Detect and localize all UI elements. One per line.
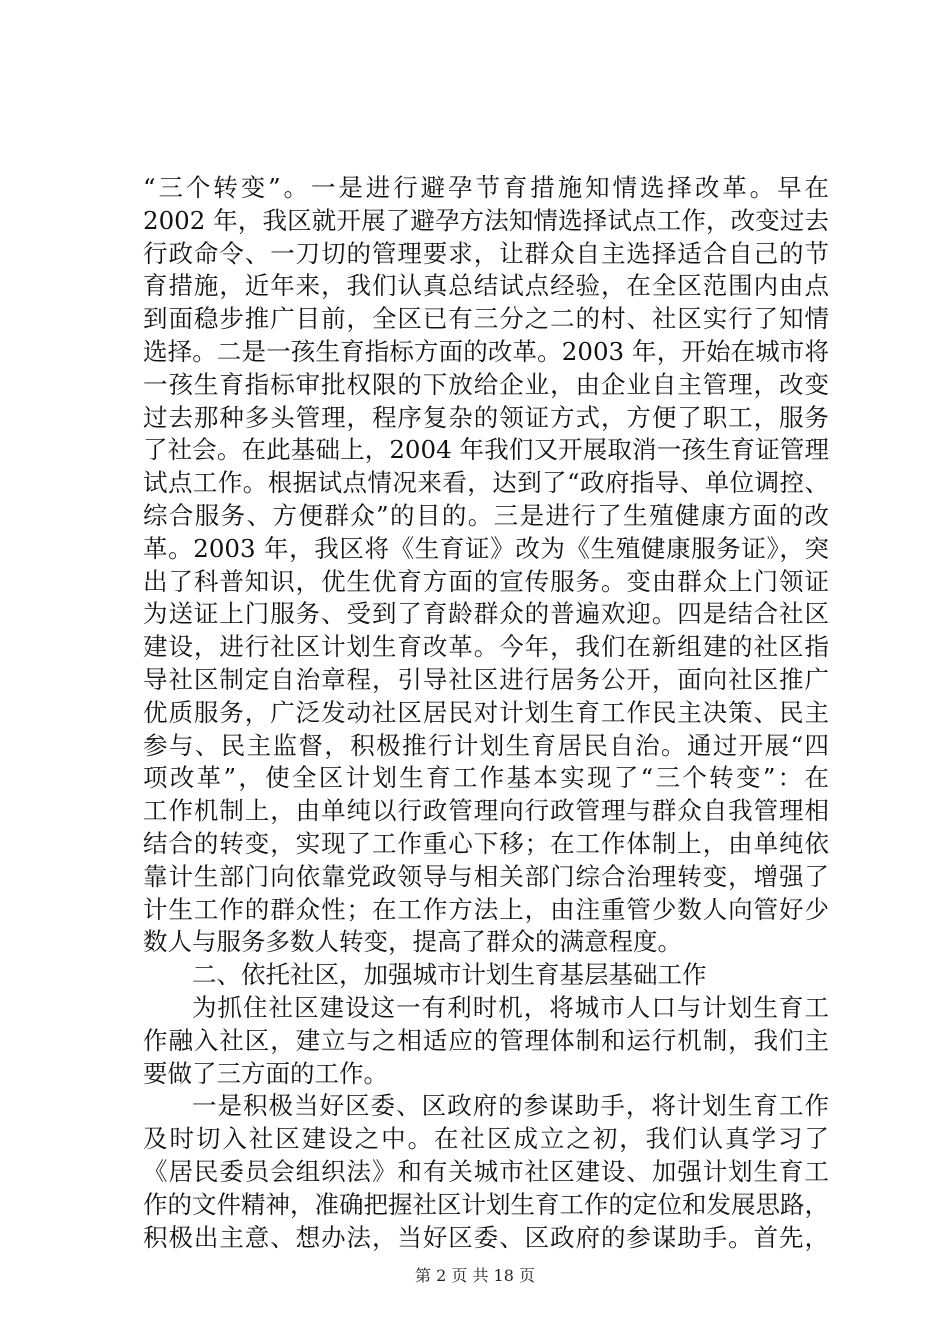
text-line: 导社区制定自治章程，引导社区进行居务公开，面向社区推广: [143, 664, 829, 694]
text-line: 育措施，近年来，我们认真总结试点经验，在全区范围内由点: [143, 271, 829, 301]
text-line: 一孩生育指标审批权限的下放给企业，由企业自主管理，改变: [143, 369, 829, 399]
text-line: 选择。二是一孩生育指标方面的改革。2003 年，开始在城市将: [143, 336, 829, 366]
text-line: 要做了三方面的工作。: [143, 1058, 388, 1088]
text-line: 结合的转变，实现了工作重心下移；在工作体制上，由单纯依: [143, 828, 829, 858]
text-line: 2002 年，我区就开展了避孕方法知情选择试点工作，改变过去: [143, 205, 829, 235]
text-line: 到面稳步推广目前，全区已有三分之二的村、社区实行了知情: [143, 304, 829, 334]
text-line: 数人与服务多数人转变，提高了群众的满意程度。: [143, 927, 682, 957]
text-line: 出了科普知识，优生优育方面的宣传服务。变由群众上门领证: [143, 566, 829, 596]
text-line: 参与、民主监督，积极推行计划生育居民自治。通过开展“四: [143, 730, 829, 760]
text-line: “三个转变”。一是进行避孕节育措施知情选择改革。早在: [143, 173, 829, 202]
text-line: 工作机制上，由单纯以行政管理向行政管理与群众自我管理相: [143, 796, 829, 826]
text-line: 计生工作的群众性；在工作方法上，由注重管少数人向管好少: [143, 894, 829, 924]
text-line: 过去那种多头管理，程序复杂的领证方式，方便了职工，服务: [143, 402, 829, 432]
text-line: 为送证上门服务、受到了育龄群众的普遍欢迎。四是结合社区: [143, 599, 829, 629]
text-line: 试点工作。根据试点情况来看，达到了“政府指导、单位调控、: [143, 468, 829, 498]
text-line: 作的文件精神，准确把握社区计划生育工作的定位和发展思路，: [143, 1189, 829, 1219]
text-line: 靠计生部门向依靠党政领导与相关部门综合治理转变，增强了: [143, 861, 829, 891]
text-line: 《居民委员会组织法》和有关城市社区建设、加强计划生育工: [143, 1156, 829, 1186]
text-line: 积极出主意、想办法，当好区委、区政府的参谋助手。首先，: [143, 1222, 829, 1252]
page-number-footer: 第 2 页 共 18 页: [415, 1266, 535, 1285]
text-line: 优质服务，广泛发动社区居民对计划生育工作民主决策、民主: [143, 697, 829, 727]
text-line: 项改革”，使全区计划生育工作基本实现了“三个转变”：在: [143, 763, 829, 793]
text-line: 一是积极当好区委、区政府的参谋助手，将计划生育工作: [192, 1091, 829, 1121]
text-line: 建设，进行社区计划生育改革。今年，我们在新组建的社区指: [143, 632, 829, 662]
section-heading: 二、依托社区，加强城市计划生育基层基础工作: [192, 960, 707, 990]
text-line: 行政命令、一刀切的管理要求，让群众自主选择适合自己的节: [143, 238, 829, 268]
document-body: [143, 172, 829, 1254]
text-line: 综合服务、方便群众”的目的。三是进行了生殖健康方面的改: [143, 500, 829, 530]
text-line: 了社会。在此基础上，2004 年我们又开展取消一孩生育证管理: [143, 435, 829, 465]
text-line: 革。2003 年，我区将《生育证》改为《生殖健康服务证》，突: [143, 533, 829, 563]
text-line: 及时切入社区建设之中。在社区成立之初，我们认真学习了: [143, 1124, 829, 1154]
text-line: 为抓住社区建设这一有利时机，将城市人口与计划生育工: [192, 992, 829, 1022]
text-line: 作融入社区，建立与之相适应的管理体制和运行机制，我们主: [143, 1025, 829, 1055]
